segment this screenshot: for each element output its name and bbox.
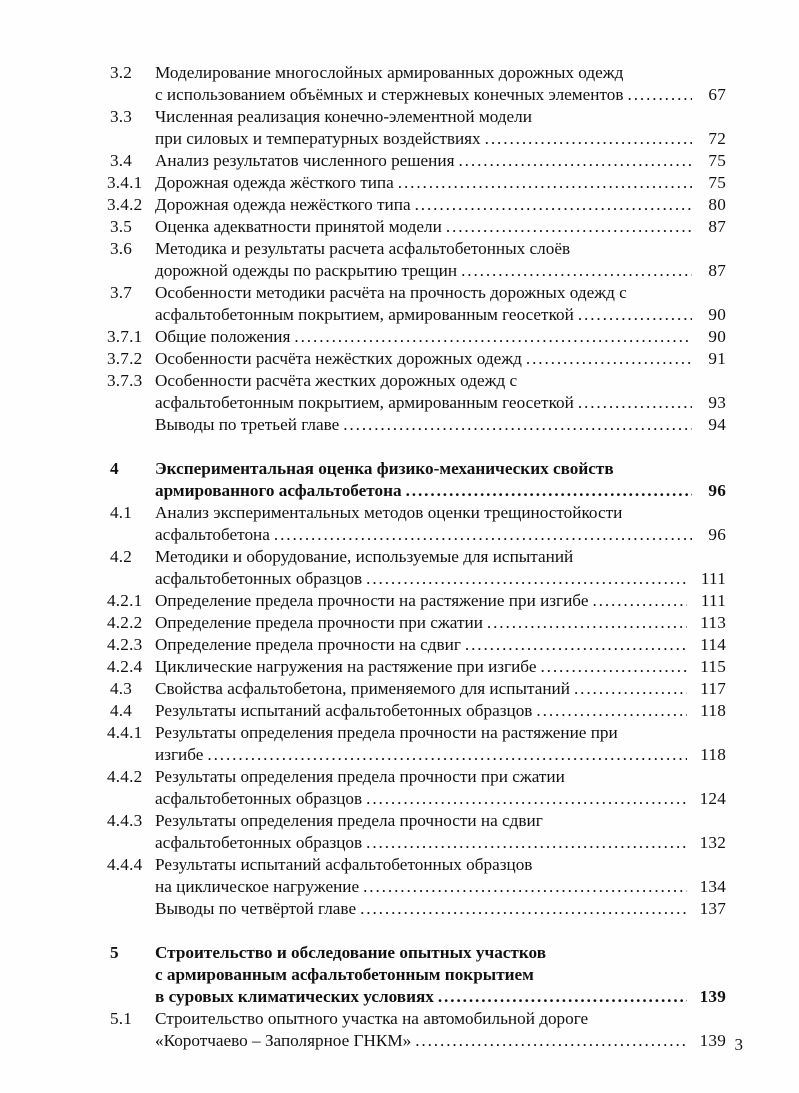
toc-entry-number: 4.4.1: [107, 723, 143, 742]
toc-entry[interactable]: [110, 414, 726, 436]
toc-entry-number: 3.7.3: [107, 371, 143, 390]
toc-entry-title: изгибе: [155, 745, 204, 764]
toc-entry-title: Выводы по четвёртой главе: [155, 899, 357, 918]
page-number-folio: 3: [734, 1035, 743, 1054]
toc-entry-line: [155, 414, 726, 436]
toc-entry-line: [155, 150, 726, 172]
toc-page-number: 139: [699, 987, 726, 1006]
toc-leader-dots: [446, 216, 692, 238]
toc-entry[interactable]: [107, 810, 726, 854]
toc-leader-dots: [578, 392, 692, 414]
toc-entry-title: Методики и оборудование, используемые для испытаний: [155, 547, 574, 566]
toc-entry-number: 4.1: [110, 503, 133, 522]
toc-entry-line: [155, 590, 726, 612]
toc-entry-title: асфальтобетонных образцов: [155, 789, 363, 808]
toc-entry-number: 3.3: [110, 107, 133, 126]
toc-entry[interactable]: [107, 348, 726, 370]
toc-entry[interactable]: [107, 634, 726, 656]
toc-entry-title: Особенности расчёта нежёстких дорожных одежд: [155, 349, 522, 368]
toc-entry-title: с армированным асфальтобетонным покрытием: [155, 965, 534, 984]
toc-page-number: 124: [699, 789, 726, 808]
toc-entry-title: «Коротчаево – Заполярное ГНКМ»: [155, 1031, 412, 1050]
toc-page-number: 91: [708, 349, 726, 368]
toc-entry-lines: [155, 546, 726, 590]
toc-entry-title: Моделирование многослойных армированных дорожных одежд: [155, 63, 624, 82]
toc-entry[interactable]: [110, 678, 726, 700]
toc-entry-lines: [155, 458, 726, 502]
toc-entry[interactable]: [107, 656, 726, 678]
toc-entry-number: 3.2: [110, 63, 133, 82]
toc-entry-line: [155, 238, 726, 260]
toc-entry-lines: [155, 634, 726, 656]
toc-entry-number: 3.7.1: [107, 327, 143, 346]
toc-leader-dots: [628, 84, 693, 106]
toc-entry-line: [155, 986, 726, 1008]
toc-entry-line: [155, 810, 726, 832]
toc-entry[interactable]: [107, 854, 726, 898]
toc-page-number: 90: [708, 327, 726, 346]
toc-entry-line: [155, 942, 726, 964]
toc-entry-title: Особенности расчёта жестких дорожных одежд с: [155, 371, 518, 390]
toc-entry-title: Общие положения: [155, 327, 291, 346]
toc-page-number: 67: [708, 85, 726, 104]
toc-entry-lines: [155, 502, 726, 546]
toc-leader-dots: [574, 678, 687, 700]
toc-page-number: 132: [699, 833, 726, 852]
toc-page-number: 113: [700, 613, 726, 632]
toc-page-number: 90: [708, 305, 726, 324]
toc-entry-line: [155, 1008, 726, 1030]
toc-leader-dots: [207, 744, 687, 766]
toc-page-number: 80: [708, 195, 726, 214]
toc-entry[interactable]: [107, 172, 726, 194]
toc-leader-dots: [465, 634, 687, 656]
toc-entry[interactable]: [110, 150, 726, 172]
toc-entry-lines: [155, 810, 726, 854]
toc-entry-number: 3.5: [110, 217, 133, 236]
toc-leader-dots: [398, 172, 692, 194]
toc-page-number: 111: [700, 591, 726, 610]
toc-entry-lines: [155, 348, 726, 370]
toc-entry-number: 4: [110, 459, 119, 478]
toc-entry-title: Определение предела прочности на сдвиг: [155, 635, 461, 654]
toc-entry[interactable]: [110, 898, 726, 920]
toc-entry-lines: [155, 172, 726, 194]
toc-entry-line: [155, 260, 726, 282]
toc-entry-line: [155, 480, 726, 502]
toc-entry[interactable]: [107, 766, 726, 810]
toc-leader-dots: [363, 876, 687, 898]
toc-entry-title: асфальтобетонным покрытием, армированным геосеткой: [155, 305, 574, 324]
toc-entry-line: [155, 832, 726, 854]
toc-entry-line: [155, 84, 726, 106]
toc-entry[interactable]: [110, 106, 726, 150]
toc-entry[interactable]: [110, 282, 726, 326]
toc-entry[interactable]: [110, 216, 726, 238]
toc-entry-line: [155, 194, 726, 216]
toc-entry[interactable]: [110, 1008, 726, 1052]
toc-entry-lines: [155, 590, 726, 612]
toc-entry-line: [155, 370, 726, 392]
toc-entry-line: [155, 326, 726, 348]
toc-leader-dots: [578, 304, 692, 326]
toc-entry-line: [155, 128, 726, 150]
toc-page-number: 115: [700, 657, 726, 676]
toc-entry-number: 4.2.2: [107, 613, 143, 632]
toc-entry[interactable]: [107, 326, 726, 348]
toc-entry-line: [155, 854, 726, 876]
toc-entry-line: [155, 546, 726, 568]
toc-leader-dots: [526, 348, 692, 370]
toc-entry[interactable]: [107, 722, 726, 766]
toc-entry[interactable]: [110, 458, 726, 502]
toc-entry-number: 4.2.1: [107, 591, 143, 610]
toc-page-number: 118: [700, 701, 726, 720]
toc-leader-dots: [438, 986, 687, 1008]
toc-entry-title: Определение предела прочности при сжатии: [155, 613, 483, 632]
toc-entry[interactable]: [107, 370, 726, 414]
toc-page-number: 87: [708, 261, 726, 280]
toc-page-number: 96: [708, 525, 726, 544]
toc-entry-title: Результаты испытаний асфальтобетонных образцов: [155, 855, 533, 874]
toc-entry-line: [155, 458, 726, 480]
toc-page-number: 117: [700, 679, 726, 698]
toc-entry-number: 5.1: [110, 1009, 133, 1028]
toc-entry-title: Выводы по третьей главе: [155, 415, 340, 434]
toc-entry-line: [155, 348, 726, 370]
toc-leader-dots: [366, 788, 687, 810]
toc-entry-line: [155, 788, 726, 810]
toc-page-number: 118: [700, 745, 726, 764]
toc-entry-line: [155, 876, 726, 898]
toc-entry[interactable]: [110, 238, 726, 282]
toc-entry[interactable]: [110, 502, 726, 546]
toc-leader-dots: [461, 260, 692, 282]
toc-entry-line: [155, 722, 726, 744]
toc-entry-line: [155, 568, 726, 590]
toc-entry-line: [155, 678, 726, 700]
toc-leader-dots: [536, 700, 687, 722]
toc-entry-lines: [155, 62, 726, 106]
toc-leader-dots: [366, 568, 687, 590]
toc-entry-title: Циклические нагружения на растяжение при изгибе: [155, 657, 537, 676]
toc-entry-line: [155, 656, 726, 678]
toc-entry-lines: [155, 678, 726, 700]
toc-entry-title: Результаты определения предела прочности при сжатии: [155, 767, 565, 786]
toc-leader-dots: [415, 1030, 687, 1052]
toc-entry-lines: [155, 700, 726, 722]
toc-entry-number: 3.4: [110, 151, 133, 170]
toc-entry-title: асфальтобетонным покрытием, армированным геосеткой: [155, 393, 574, 412]
toc-entry-line: [155, 524, 726, 546]
toc-leader-dots: [360, 898, 687, 920]
toc-page-number: 72: [708, 129, 726, 148]
toc-entry-title: Определение предела прочности на растяжение при изгибе: [155, 591, 589, 610]
toc-entry-title: армированного асфальтобетона: [155, 481, 402, 500]
toc-entry-lines: [155, 282, 726, 326]
toc-entry-title: Результаты определения предела прочности на сдвиг: [155, 811, 543, 830]
toc-entry-line: [155, 700, 726, 722]
toc-entry-number: 4.2: [110, 547, 133, 566]
toc-entry-title: асфальтобетона: [155, 525, 270, 544]
toc-entry-line: [155, 304, 726, 326]
toc-entry[interactable]: [107, 612, 726, 634]
toc-entry-lines: [155, 854, 726, 898]
toc-leader-dots: [415, 194, 692, 216]
toc-entry-line: [155, 744, 726, 766]
toc-entry[interactable]: [110, 62, 726, 106]
toc-leader-dots: [294, 326, 692, 348]
toc-leader-dots: [485, 128, 692, 150]
toc-entry-title: асфальтобетонных образцов: [155, 833, 363, 852]
toc-entry-title: Численная реализация конечно-элементной модели: [155, 107, 532, 126]
toc-entry-title: Результаты определения предела прочности на растяжение при: [155, 723, 618, 742]
toc-entry-lines: [155, 942, 726, 1008]
toc-entry-lines: [155, 106, 726, 150]
toc-leader-dots: [458, 150, 692, 172]
toc-page-number: 75: [708, 173, 726, 192]
toc-entry-lines: [155, 766, 726, 810]
toc-entry-line: [155, 766, 726, 788]
toc-entry-line: [155, 898, 726, 920]
toc-entry-line: [155, 964, 726, 986]
toc-entry-line: [155, 1030, 726, 1052]
toc-page-number: 139: [699, 1031, 726, 1050]
toc-entry-title: Строительство опытного участка на автомобильной дороге: [155, 1009, 589, 1028]
toc-page-number: 111: [700, 569, 726, 588]
toc-entry-lines: [155, 656, 726, 678]
toc-entry-lines: [155, 370, 726, 414]
toc-entry-number: 4.4.3: [107, 811, 143, 830]
toc-page-number: 93: [708, 393, 726, 412]
toc-entry-title: Экспериментальная оценка физико-механических свойств: [155, 459, 614, 478]
toc-leader-dots: [343, 414, 692, 436]
toc-leader-dots: [487, 612, 687, 634]
toc-entry-number: 3.4.1: [107, 173, 143, 192]
toc-entry-number: 4.2.4: [107, 657, 143, 676]
toc-entry-title: Методика и результаты расчета асфальтобетонных слоёв: [155, 239, 571, 258]
toc-entry-lines: [155, 414, 726, 436]
table-of-contents: [107, 62, 726, 1052]
toc-leader-dots: [592, 590, 687, 612]
toc-entry-title: Свойства асфальтобетона, применяемого для испытаний: [155, 679, 570, 698]
toc-entry-title: Дорожная одежда нежёсткого типа: [155, 195, 411, 214]
toc-page-number: 114: [700, 635, 726, 654]
toc-page-number: 96: [708, 481, 726, 500]
toc-entry-number: 4.2.3: [107, 635, 143, 654]
toc-entry-line: [155, 612, 726, 634]
toc-entry-number: 4.4.4: [107, 855, 143, 874]
toc-entry-title: асфальтобетонных образцов: [155, 569, 363, 588]
toc-entry-line: [155, 392, 726, 414]
toc-entry-title: на циклическое нагружение: [155, 877, 360, 896]
toc-entry-number: 3.7.2: [107, 349, 143, 368]
toc-leader-dots: [366, 832, 687, 854]
toc-entry-title: при силовых и температурных воздействиях: [155, 129, 481, 148]
toc-entry-lines: [155, 194, 726, 216]
toc-entry-title: Результаты испытаний асфальтобетонных образцов: [155, 701, 533, 720]
toc-entry[interactable]: [107, 194, 726, 216]
toc-entry-lines: [155, 216, 726, 238]
toc-entry-title: Оценка адекватности принятой модели: [155, 217, 442, 236]
toc-entry-number: 5: [110, 943, 119, 962]
toc-entry-number: 3.4.2: [107, 195, 143, 214]
toc-entry[interactable]: [110, 700, 726, 722]
toc-entry-lines: [155, 150, 726, 172]
toc-entry-title: с использованием объёмных и стержневых конечных элементов: [155, 85, 624, 104]
toc-entry-lines: [155, 722, 726, 766]
toc-entry-number: 4.4: [110, 701, 133, 720]
toc-entry[interactable]: [110, 546, 726, 590]
toc-entry-number: 4.4.2: [107, 767, 143, 786]
toc-entry-number: 3.7: [110, 283, 133, 302]
toc-entry-line: [155, 502, 726, 524]
toc-entry-title: Анализ результатов численного решения: [155, 151, 455, 170]
toc-entry-title: Анализ экспериментальных методов оценки трещиностойкости: [155, 503, 623, 522]
toc-entry-number: 4.3: [110, 679, 133, 698]
toc-leader-dots: [540, 656, 687, 678]
toc-page-number: 75: [708, 151, 726, 170]
toc-entry-line: [155, 106, 726, 128]
toc-entry-title: Строительство и обследование опытных участков: [155, 943, 546, 962]
toc-entry-title: дорожной одежды по раскрытию трещин: [155, 261, 458, 280]
toc-entry-line: [155, 634, 726, 656]
toc-page-number: 94: [708, 415, 726, 434]
toc-entry-line: [155, 282, 726, 304]
toc-entry-title: в суровых климатических условиях: [155, 987, 434, 1006]
toc-entry-line: [155, 216, 726, 238]
toc-entry[interactable]: [107, 590, 726, 612]
toc-leader-dots: [274, 524, 692, 546]
toc-entry[interactable]: [110, 942, 726, 1008]
toc-entry-lines: [155, 326, 726, 348]
toc-leader-dots: [406, 480, 692, 502]
toc-entry-title: Дорожная одежда жёсткого типа: [155, 173, 394, 192]
toc-page-number: 137: [699, 899, 726, 918]
toc-entry-line: [155, 62, 726, 84]
toc-entry-lines: [155, 238, 726, 282]
toc-entry-lines: [155, 1008, 726, 1052]
toc-entry-line: [155, 172, 726, 194]
toc-page-number: 87: [708, 217, 726, 236]
toc-entry-number: 3.6: [110, 239, 133, 258]
toc-entry-lines: [155, 612, 726, 634]
toc-entry-title: Особенности методики расчёта на прочность дорожных одежд с: [155, 283, 627, 302]
toc-page-number: 134: [699, 877, 726, 896]
toc-entry-lines: [155, 898, 726, 920]
